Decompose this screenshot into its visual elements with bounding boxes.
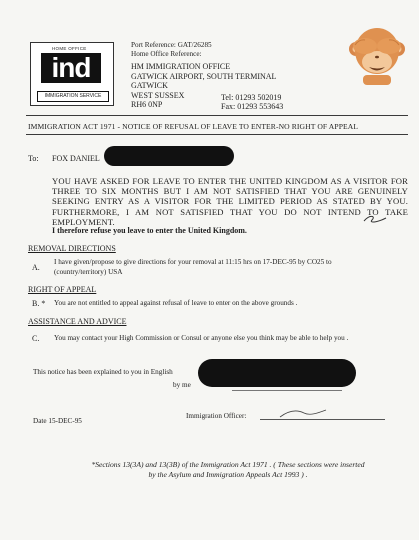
address-line: WEST SUSSEX <box>131 90 185 100</box>
logo-mark: ind <box>41 53 101 83</box>
footnote: *Sections 13(3A) and 13(3B) of the Immigration Act 1971 . ( These sections were inserted by the Asylum and Immigration Appeals Act 1993 ) . <box>91 460 365 479</box>
address-line: HM IMMIGRATION OFFICE <box>131 62 231 71</box>
telephone: Tel: 01293 502019 <box>221 93 282 102</box>
fax: Fax: 01293 553643 <box>221 102 284 111</box>
assistance-letter: C. <box>32 334 40 343</box>
explained-line-2: by me <box>173 381 191 389</box>
to-label: To: <box>28 154 39 163</box>
recipient-name: FOX DANIEL <box>52 154 100 163</box>
removal-line-2: (country/territory) USA <box>54 268 123 276</box>
appeal-heading: RIGHT OF APPEAL <box>28 285 97 294</box>
officer-label: Immigration Officer: <box>186 412 247 420</box>
assistance-heading: ASSISTANCE AND ADVICE <box>28 317 127 326</box>
explained-line-1: This notice has been explained to you in English <box>33 368 173 376</box>
redaction-bar <box>198 359 356 387</box>
assistance-text: You may contact your High Commission or Consul or anyone else you think may be able to help you . <box>54 334 349 342</box>
initials-mark <box>362 212 390 226</box>
logo-bottom-text: IMMIGRATION SERVICE <box>37 91 109 102</box>
redaction-bar <box>104 146 234 166</box>
officer-signature <box>278 407 328 419</box>
see-no-evil-monkey-icon <box>349 25 405 87</box>
address-line: GATWICK <box>131 81 168 91</box>
appeal-letter: B. * <box>32 299 46 308</box>
signature-line <box>232 390 342 391</box>
date-line: Date 15-DEC-95 <box>33 417 82 425</box>
appeal-text: You are not entitled to appeal against refusal of leave to enter on the above grounds . <box>54 299 298 307</box>
title-divider <box>26 134 408 135</box>
address-line: RH6 0NP <box>131 100 163 110</box>
removal-heading: REMOVAL DIRECTIONS <box>28 244 116 253</box>
refusal-line: I therefore refuse you leave to enter the United Kingdom. <box>52 226 247 235</box>
refusal-reason-paragraph: YOU HAVE ASKED FOR LEAVE TO ENTER THE UNITED KINGDOM AS A VISITOR FOR THREE TO SIX MONTHS BUT I AM NOT SATISFIED THAT YOU ARE GENUINELY SEEKING ENTRY AS A VISITOR FOR THE LIMITED PERIOD AS STATED BY YOU. FURTHERMORE, I AM NOT SATISFIED THAT YOU DO NOT INTEND TO TAKE EMPLOYMENT. <box>52 176 408 227</box>
port-reference: Port Reference: GAT/26285 <box>131 41 212 49</box>
address-line: GATWICK AIRPORT, SOUTH TERMINAL <box>131 71 277 81</box>
removal-line-1: I have given/propose to give directions for your removal at 11:15 hrs on 17-DEC-95 by CO25 to <box>54 258 332 266</box>
header-divider <box>26 115 408 116</box>
logo-top-text: HOME OFFICE <box>52 46 87 51</box>
home-office-ind-logo <box>30 42 114 106</box>
home-office-reference: Home Office Reference: <box>131 50 202 58</box>
notice-title: IMMIGRATION ACT 1971 - NOTICE OF REFUSAL OF LEAVE TO ENTER-NO RIGHT OF APPEAL <box>28 122 359 131</box>
officer-signature-line <box>260 419 385 420</box>
removal-letter: A. <box>32 263 40 272</box>
